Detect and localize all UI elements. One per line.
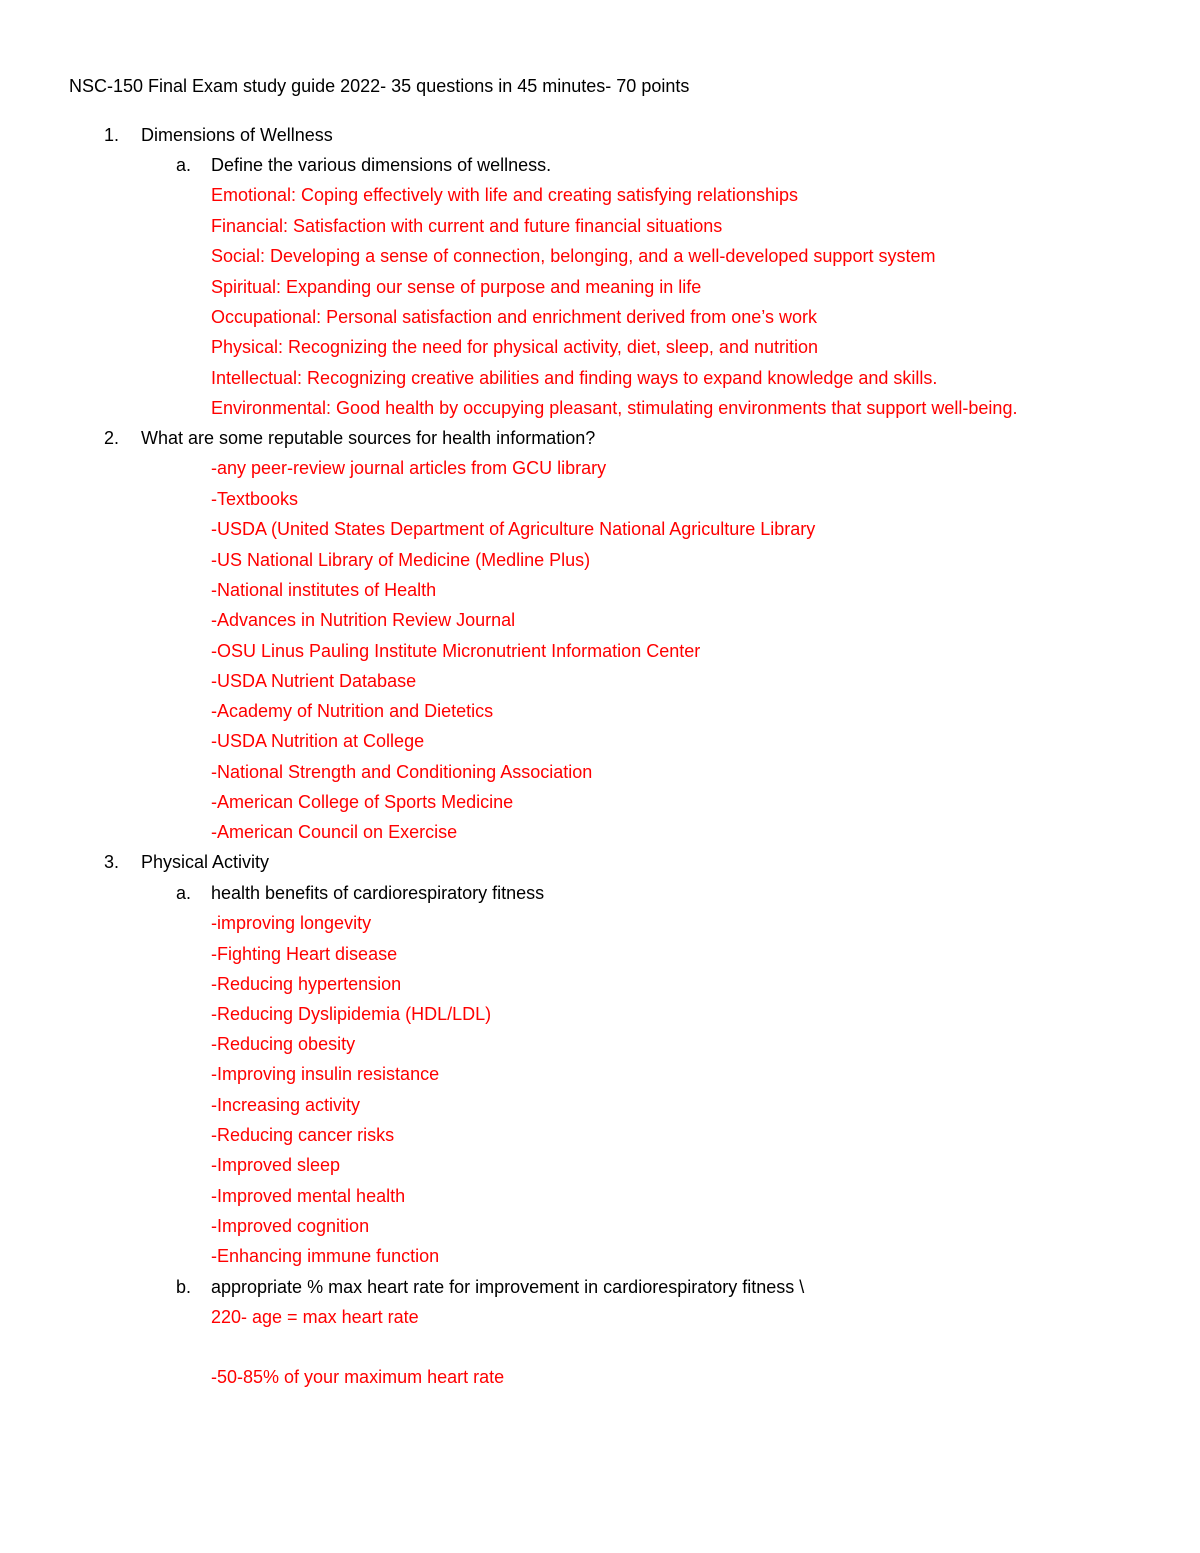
section-number: 3.: [104, 852, 120, 872]
answer-text: -National Strength and Conditioning Association: [211, 762, 593, 782]
answer-text: 220- age = max heart rate: [211, 1307, 419, 1327]
answer-text: -Reducing Dyslipidemia (HDL/LDL): [211, 1004, 492, 1024]
section-heading: Physical Activity: [141, 852, 270, 872]
sub-letter: a.: [176, 883, 192, 903]
answer-text: -OSU Linus Pauling Institute Micronutrient Information Center: [211, 641, 701, 661]
answer-text: -Academy of Nutrition and Dietetics: [211, 701, 494, 721]
section-heading: What are some reputable sources for health information?: [141, 428, 596, 448]
sub-question: Define the various dimensions of wellness.: [211, 155, 552, 175]
answer-text: -Fighting Heart disease: [211, 944, 398, 964]
answer-text: -Improving insulin resistance: [211, 1064, 440, 1084]
answer-text: -Advances in Nutrition Review Journal: [211, 610, 516, 630]
answer-text: -US National Library of Medicine (Medline Plus): [211, 550, 591, 570]
answer-text: Physical: Recognizing the need for physical activity, diet, sleep, and nutrition: [211, 337, 818, 357]
answer-text: -Improved sleep: [211, 1155, 341, 1175]
answer-text: -Increasing activity: [211, 1095, 361, 1115]
answer-text: -any peer-review journal articles from GCU library: [211, 458, 607, 478]
answer-text: -American College of Sports Medicine: [211, 792, 514, 812]
answer-text: -American Council on Exercise: [211, 822, 458, 842]
answer-text: -USDA (United States Department of Agriculture National Agriculture Library: [211, 519, 816, 539]
answer-text: Financial: Satisfaction with current and future financial situations: [211, 216, 723, 236]
answer-text: -improving longevity: [211, 913, 372, 933]
answer-text: -USDA Nutrition at College: [211, 731, 425, 751]
document-title: NSC-150 Final Exam study guide 2022- 35 questions in 45 minutes- 70 points: [69, 76, 690, 96]
answer-text: -Enhancing immune function: [211, 1246, 440, 1266]
answer-text: Spiritual: Expanding our sense of purpose and meaning in life: [211, 277, 702, 297]
answer-text: Occupational: Personal satisfaction and enrichment derived from one’s work: [211, 307, 817, 327]
answer-text: -Improved cognition: [211, 1216, 370, 1236]
section-heading: Dimensions of Wellness: [141, 125, 333, 145]
answer-text: -Textbooks: [211, 489, 299, 509]
sub-question: health benefits of cardiorespiratory fitness: [211, 883, 545, 903]
answer-text: -USDA Nutrient Database: [211, 671, 417, 691]
answer-text: -Reducing hypertension: [211, 974, 402, 994]
answer-text: -Reducing obesity: [211, 1034, 356, 1054]
answer-text: -National institutes of Health: [211, 580, 437, 600]
sub-letter: b.: [176, 1277, 192, 1297]
answer-text: Emotional: Coping effectively with life and creating satisfying relationships: [211, 185, 798, 205]
section-number: 2.: [104, 428, 120, 448]
answer-text: -50-85% of your maximum heart rate: [211, 1367, 505, 1387]
answer-text: Social: Developing a sense of connection, belonging, and a well-developed support system: [211, 246, 936, 266]
answer-text: -Reducing cancer risks: [211, 1125, 395, 1145]
answer-text: Environmental: Good health by occupying pleasant, stimulating environments that support well-being.: [211, 398, 1018, 418]
section-number: 1.: [104, 125, 120, 145]
answer-text: -Improved mental health: [211, 1186, 406, 1206]
answer-text: Intellectual: Recognizing creative abilities and finding ways to expand knowledge and skills.: [211, 368, 938, 388]
sub-letter: a.: [176, 155, 192, 175]
sub-question: appropriate % max heart rate for improvement in cardiorespiratory fitness \: [211, 1277, 805, 1297]
